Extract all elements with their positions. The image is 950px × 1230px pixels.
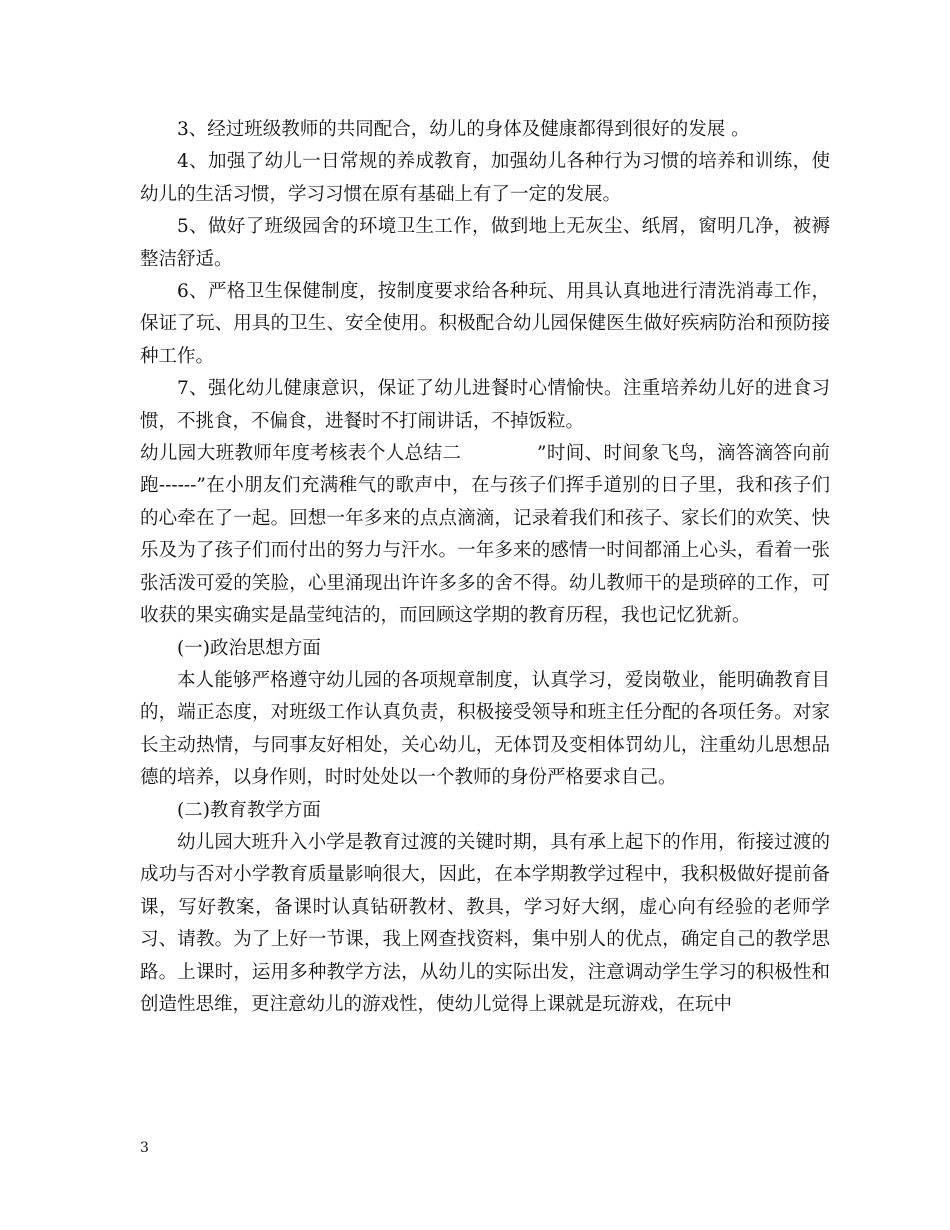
list-item-7: 7、强化幼儿健康意识，保证了幼儿进餐时心情愉快。注重培养幼儿好的进食习惯，不挑食，不偏食，进餐时不打闹讲话，不掉饭粒。 <box>140 378 830 432</box>
body-text <box>140 114 830 1021</box>
list-item-6: 6、严格卫生保健制度，按制度要求给各种玩、用具认真地进行清洗消毒工作，保证了玩、用具的卫生、安全使用。积极配合幼儿园保健医生做好疾病防治和预防接种工作。 <box>140 281 830 367</box>
heading-politics: (一)政治思想方面 <box>177 637 321 659</box>
list-item-3: 3、经过班级教师的共同配合，幼儿的身体及健康都得到很好的发展 。 <box>177 119 750 140</box>
list-item-4: 4、加强了幼儿一日常规的养成教育，加强幼儿各种行为习惯的培养和训练，使幼儿的生活习惯，学习习惯在原有基础上有了一定的发展。 <box>140 151 830 205</box>
paragraph-politics: 本人能够严格遵守幼儿园的各项规章制度，认真学习，爱岗敬业，能明确教育目的，端正态度，对班级工作认真负责，积极接受领导和班主任分配的各项任务。对家长主动热情，与同事友好相处，关心幼儿，无体罚及变相体罚幼儿，注重幼儿思想品德的培养，以身作则，时时处处以一个教师的身份严格要求自己。 <box>140 669 830 789</box>
section-title: 幼儿园大班教师年度考核表个人总结二 <box>140 443 462 465</box>
section-intro: ”时间、时间象飞鸟，滴答滴答向前跑------”在小朋友们充满稚气的歌声中，在与孩子们挥手道别的日子里，我和孩子们的心牵在了一起。回想一年多来的点点滴滴，记录着我们和孩子、家长们的欢笑、快乐及为了孩子们而付出的努力与汗水。一年多来的感情一时间都涌上心头，看着一张张活泼可爱的笑脸，心里涌现出许许多多的舍不得。幼儿教师干的是琐碎的工作，可收获的果实确实是晶莹纯洁的，而回顾这学期的教育历程，我也记忆犹新。 <box>140 443 830 627</box>
heading-teaching: (二)教育教学方面 <box>177 799 321 821</box>
list-item-5: 5、做好了班级园舍的环境卫生工作，做到地上无灰尘、纸屑，窗明几净，被褥整洁舒适。 <box>140 216 830 270</box>
page-number: 3 <box>140 1140 149 1156</box>
section-paragraph <box>140 438 830 632</box>
paragraph-teaching: 幼儿园大班升入小学是教育过渡的关键时期，具有承上起下的作用，衔接过渡的成功与否对小学教育质量影响很大，因此，在本学期教学过程中，我积极做好提前备课，写好教案，备课时认真钻研教材、教具，学习好大纲，虚心向有经验的老师学习、请教。为了上好一节课，我上网查找资料，集中别人的优点，确定自己的教学思路。上课时，运用多种教学方法，从幼儿的实际出发，注意调动学生学习的积极性和创造性思维，更注意幼儿的游戏性，使幼儿觉得上课就是玩游戏，在玩中 <box>140 831 830 1015</box>
